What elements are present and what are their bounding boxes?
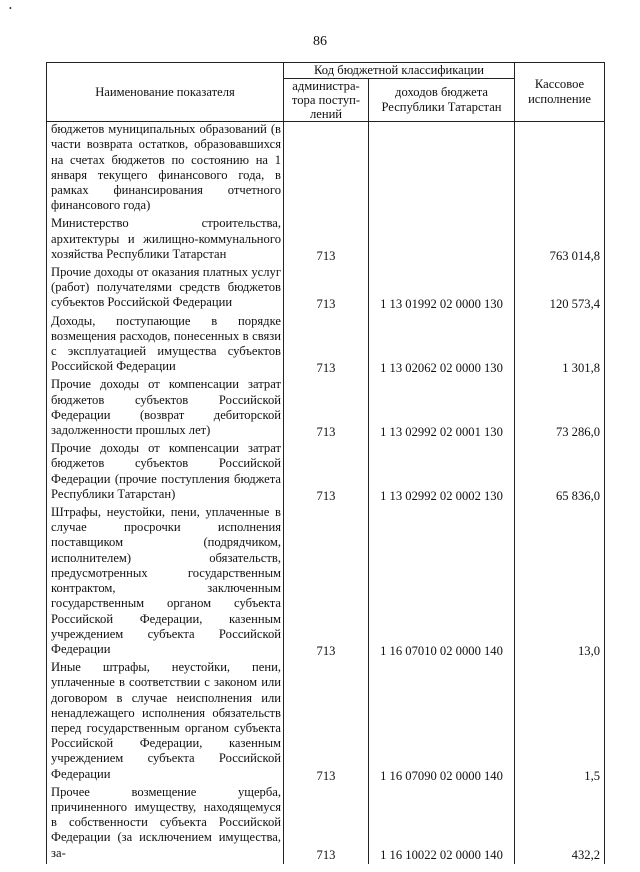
row-cash-execution-cell: 13,0 [515, 505, 605, 660]
row-income-code-cell: 1 16 07010 02 0000 140 [369, 505, 515, 660]
row-admin-code-cell: 713 [284, 785, 369, 864]
row-name-cell: Прочие доходы от компенсации затрат бюджетов субъектов Российской Федерации (возврат дебиторской задолженности прошлых лет) [47, 377, 284, 441]
table-header [47, 63, 605, 122]
table-row [47, 505, 605, 660]
table-body [47, 122, 605, 864]
corner-mark: • [9, 4, 12, 13]
row-name-cell: Иные штрафы, неустойки, пени, уплаченные в соответствии с законом или договором в случае неисполнения или ненадлежащего исполнения обязательств перед государственным органом субъекта Российской Федерации, казенным учреждением субъекта Российской Федерации [47, 660, 284, 785]
header-administrator: администра- тора поступ- лений [284, 79, 369, 122]
row-income-code-cell: 1 16 10022 02 0000 140 [369, 785, 515, 864]
table-row [47, 314, 605, 378]
table-row [47, 785, 605, 864]
header-name: Наименование показателя [47, 63, 284, 122]
row-admin-code-cell: 713 [284, 265, 369, 314]
row-admin-code-cell: 713 [284, 505, 369, 660]
row-income-code-cell: 1 13 02992 02 0001 130 [369, 377, 515, 441]
row-name-cell: Прочее возмещение ущерба, причиненного имуществу, находящемуся в собственности субъекта Российской Федерации (за исключением имущества, за- [47, 785, 284, 864]
row-name-cell: Штрафы, неустойки, пени, уплаченные в случае просрочки исполнения поставщиком (подрядчиком, исполнителем) обязательств, предусмотренных государственным контрактом, заключенным государственным органом субъекта Российской Федерации, казенным учреждением субъекта Российской Федерации [47, 505, 284, 660]
row-cash-execution-cell: 73 286,0 [515, 377, 605, 441]
budget-table [46, 62, 605, 864]
row-cash-execution-cell: 1,5 [515, 660, 605, 785]
row-cash-execution-cell [515, 122, 605, 217]
table-row [47, 216, 605, 265]
row-income-code-cell: 1 13 02062 02 0000 130 [369, 314, 515, 378]
row-admin-code-cell: 713 [284, 441, 369, 505]
page-number: 86 [313, 34, 327, 49]
row-admin-code-cell: 713 [284, 314, 369, 378]
row-cash-execution-cell: 432,2 [515, 785, 605, 864]
header-cash-execution: Кассовое исполнение [515, 63, 605, 122]
table-row [47, 122, 605, 217]
row-income-code-cell: 1 13 02992 02 0002 130 [369, 441, 515, 505]
row-cash-execution-cell: 763 014,8 [515, 216, 605, 265]
table-row [47, 377, 605, 441]
row-name-cell: Прочие доходы от оказания платных услуг (работ) получателями средств бюджетов субъектов Российской Федерации [47, 265, 284, 314]
table-row [47, 265, 605, 314]
row-name-cell: Доходы, поступающие в порядке возмещения расходов, понесенных в связи с эксплуатацией имущества субъектов Российской Федерации [47, 314, 284, 378]
table-row [47, 441, 605, 505]
row-admin-code-cell [284, 122, 369, 217]
row-cash-execution-cell: 1 301,8 [515, 314, 605, 378]
row-income-code-cell: 1 13 01992 02 0000 130 [369, 265, 515, 314]
row-name-cell: Министерство строительства, архитектуры и жилищно-коммунального хозяйства Республики Татарстан [47, 216, 284, 265]
row-income-code-cell [369, 122, 515, 217]
row-admin-code-cell: 713 [284, 216, 369, 265]
row-name-cell: бюджетов муниципальных образований (в части возврата остатков, образовавшихся на счетах бюджетов по состоянию на 1 января текущего финансового года, в рамках финансирования отчетного финансового года) [47, 122, 284, 217]
row-name-cell: Прочие доходы от компенсации затрат бюджетов субъектов Российской Федерации (прочие поступления бюджета Республики Татарстан) [47, 441, 284, 505]
row-income-code-cell [369, 216, 515, 265]
row-cash-execution-cell: 120 573,4 [515, 265, 605, 314]
header-income: доходов бюджета Республики Татарстан [369, 79, 515, 122]
row-admin-code-cell: 713 [284, 377, 369, 441]
header-budget-classification: Код бюджетной классификации [284, 63, 515, 79]
row-cash-execution-cell: 65 836,0 [515, 441, 605, 505]
row-income-code-cell: 1 16 07090 02 0000 140 [369, 660, 515, 785]
row-admin-code-cell: 713 [284, 660, 369, 785]
table-row [47, 660, 605, 785]
